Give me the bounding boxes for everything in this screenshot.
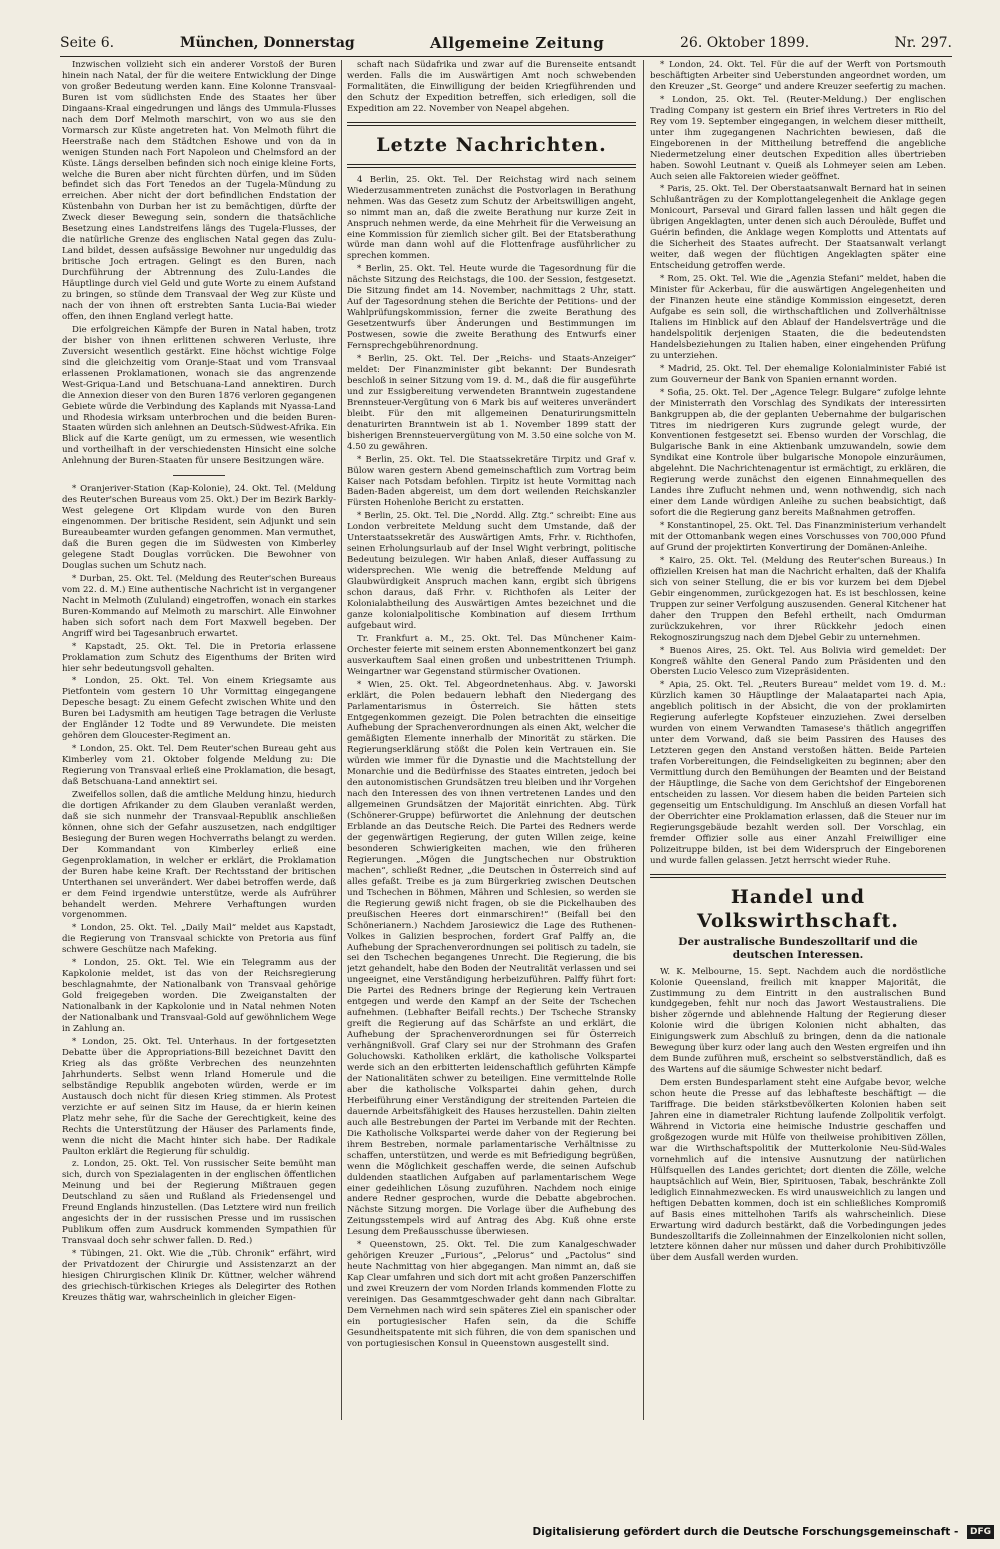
dispatch: * Sofia, 25. Okt. Tel. Der „Agence Telegr. Bulgare“ zufolge lehnte der Ministerrath den Vorschlag des Syndikats der interessirten Bankgruppen ab, die der geplanten Uebernahme der bulgarischen Titres im niedrigeren Kurs zugrunde gelegt wurde, der Konventionen festgesetzt sei. Ebenso wurden der Vorschlag, die Bulgarische Bank in eine Aktienbank umzuwandeln, sowie dem Syndikat eine Kontrole über bulgarische Monopole einzuräumen, abgelehnt. Die Nachrichtenagentur ist ermächtigt, zu erklären, die Regierung werde zunächst den eigenen Einnahmequellen des Landes ihre Zuflucht nehmen und, wenn nothwendig, sich nach einer dem Lande würdigen Anleihe zu suchen beabsichtigt, daß sofort die die Regierung ganz bereits Maßnahmen getroffen. — [650, 387, 946, 519]
column-rule — [643, 60, 644, 1420]
dispatch: * Queenstown, 25. Okt. Tel. Die zum Kanalgeschwader gehörigen Kreuzer „Furious“, „Pelorus“ und „Pactolus“ sind heute Nachmittag von hier abgegangen. Man nimmt an, daß sie Kap Clear umfahren und sich dort mit acht großen Panzerschiffen und zwei Kreuzern der vom Norden Irlands kommenden Flotte zu vereinigen. Das Gesammtgeschwader geht dann nach Gibraltar. Dem Vernehmen nach wird sein späteres Ziel ein spanischer oder ein portugiesischer Hafen sein, da die Schiffe Gesundheitspatente mit sich führen, die von dem spanischen und von portugiesischen Konsul in Queenstown ausgestellt sind. — [347, 1240, 636, 1349]
dispatch: * Apia, 25. Okt. Tel. „Reuters Bureau“ meldet vom 19. d. M.: Kürzlich kamen 30 Häuptlinge der Malaatapartei nach Apia, angeblich politisch in der Absicht, die von der proklamirten Regierung auferlegte Kopfsteuer einzuziehen. Zwei derselben wurden von einem Verwandten Tamasese's thätlich angegriffen unter dem Vorwand, daß sie beim Passiren des Hauses des Letzteren gegen den Anstand verstoßen hätten. Beide Parteien trafen Vorbereitungen, die Feindseligkeiten zu beginnen; aber den Vermittlung durch den Bemühungen der Beamten und der Beistand der Häuptlinge, die Sache von dem Gerichtshof der Eingeborenen entscheiden zu lassen. Vor diesem haben die beiden Parteien sich gegenseitig um Entschuldigung. Im Anschluß an diesen Vorfall hat der Oberrichter eine Proklamation erlassen, daß die Steuer nur im Regierungsgebäude bezahlt werden soll. Der Vorschlag, ein fremder Offizier solle aus einer Anzahl Freiwilliger eine Polizeitruppe bilden, ist bei dem Widerspruch der Eingeborenen und wurde fallen gelassen. Jetzt herrscht wieder Ruhe. — [650, 680, 946, 866]
column-3 — [650, 60, 946, 1420]
dispatch: * Berlin, 25. Okt. Tel. Die „Nordd. Allg. Ztg.“ schreibt: Eine aus London verbreitete Meldung sucht dem Umstande, daß der Unterstaatssekretär des Auswärtigen Amts, Frhr. v. Richthofen, seinen Erholungsurlaub auf der Insel Wight verbringt, politische Bedeutung beizulegen. Wir haben Anlaß, dieser Auffassung zu widersprechen. Wie wenig die betreffende Meldung auf Glaubwürdigkeit Anspruch machen kann, ergibt sich übrigens schon daraus, daß Frhr. v. Richthofen als Leiter der Kolonialabtheilung des Auswärtigen Amtes bezeichnet und die ganze kolonialpolitische Kombination auf diesem Irrthum aufgebaut wird. — [347, 511, 636, 631]
dispatch: Zweifellos sollen, daß die amtliche Meldung hinzu, hiedurch die dortigen Afrikander zu dem Glauben veranlaßt werden, daß sie sich nunmehr der Transvaal-Republik anschließen können, ohne sich der Gefahr auszusetzen, nach endgiltiger Besiegung der Buren wegen Hochverraths belangt zu werden. Der Kommandant von Kimberley erließ eine Gegenproklamation, in welcher er erklärt, die Proklamation der Buren habe keine Kraft. Der Rechtsstand der britischen Unterthanen sei unverändert. Wer dabei betroffen werde, daß er dem Feind irgendwie unterstütze, werde als Aufrührer behandelt werden. Mehrere Verhaftungen wurden vorgenommen. — [62, 790, 336, 921]
article-paragraph: Die erfolgreichen Kämpfe der Buren in Natal haben, trotz der bisher von ihnen erlittenen schweren Verluste, ihre Zuversicht wesentlich gestärkt. Eine höchst wichtige Folge sind die gleichzeitig vom Oranje-Staat und vom Transvaal erlassenen Proklamationen, wonach sie das angrenzende West-Griqua-Land und Betschuana-Land annektiren. Durch die Annexion dieser von den Buren 1876 verloren gegangenen Gebiete würde die Verbindung des Kaplands mit Nyassa-Land und Rhodesia wirksam unterbrochen und die beiden Buren-Staaten würden sich anlehnen an Deutsch-Südwest-Afrika. Ein Blick auf die Karte genügt, um zu ermessen, wie wesentlich und vortheilhaft in der verschiedensten Hinsicht eine solche Anlehnung der Buren-Staaten für unsere Besitzungen wäre. — [62, 324, 336, 467]
column-rule — [341, 60, 342, 1420]
dispatch: * Kapstadt, 25. Okt. Tel. Die in Pretoria erlassene Proklamation zum Schutz des Eigenthums der Briten wird hier sehr bedeutungsvoll gehalten. — [62, 641, 336, 674]
dispatch: * London, 25. Okt. Tel. Wie ein Telegramm aus der Kapkolonie meldet, ist das von der Reichsregierung beschlagnahmte, der Nationalbank von Transvaal gehörige Gold freigegeben worden. Die Zweiganstalten der Nationalbank in der Kapkolonie und in Natal nehmen Noten der Nationalbank und Transvaal-Gold auf gewöhnlichem Wege in Zahlung an. — [62, 958, 336, 1035]
dispatch: * London, 25. Okt. Tel. Dem Reuter'schen Bureau geht aus Kimberley vom 21. Oktober folgende Meldung zu: Die Regierung von Transvaal erließ eine Proklamation, die besagt, daß Betschuana-Land annektirt sei. — [62, 744, 336, 788]
dispatch: * Oranjeriver-Station (Kap-Kolonie), 24. Okt. Tel. (Meldung des Reuter'schen Bureaus vom 25. Okt.) Der im Bezirk Barkly-West gelegene Ort Klipdam wurde von den Buren eingenommen. Der britische Resident, sein Adjunkt und sein Bureaubeamter wurden gefangen genommen. Man vermuthet, daß die Buren gegen die im Südwesten von Kimberley gelegene Stadt Douglas vorrücken. Die Bewohner von Douglas suchen um Schutz nach. — [62, 484, 336, 571]
dispatch: * Wien, 25. Okt. Tel. Abgeordnetenhaus. Abg. v. Jaworski erklärt, die Polen bedauern lebhaft den Niedergang des Parlamentarismus in Österreich. Sie hätten stets Entgegenkommen gezeigt. Die Polen betrachten die einseitige Aufhebung der Sprachenverordnungen als einen Akt, welcher die gemäßigten Elemente innerhalb der Minorität zu stärken. Die Regierungserklärung stößt die Polen kein Vertrauen ein. Sie würden wie immer für die Dynastie und die Machtstellung der Monarchie und die Bedürfnisse des Staates eintreten, jedoch bei den autonomistischen Grundsätzen treu bleiben und ihr Vorgehen nach den Interessen des von ihnen vertretenen Landes und den allgemeinen Grundsätzen der Majorität einrichten. Abg. Türk (Schönerer-Gruppe) befürwortet die Anlehnung der deutschen Erblande an das Deutsche Reich. Die Partei des Redners werde der gegenwärtigen Regierung, der guten Willen zeige, keine besonderen Schwierigkeiten machen, wie den früheren Regierungen. „Mögen die Jungtschechen nur Obstruktion machen“, schließt Redner, „die Deutschen in Österreich sind auf alles gefaßt. Treibe es ja zum Bürgerkrieg zwischen Deutschen und Tschechen in Böhmen, Mähren und Schlesien, so werden sie die Regierung gewiß nicht fragen, ob sie die Pickelhauben des preußischen Heeres dort einmarschiren!“ (Beifall bei den Schönerianern.) Nachdem Jarosiewicz die Lage des Ruthenen-Volkes in Galizien besprochen, fordert Graf Palffy an, die Aufhebung der Sprachenverordnungen sei politisch zu tadeln, sie sei den Tschechen begangenes Unrecht. Die Regierung, die bis jetzt gehandelt, habe den Boden der Neutralität verlassen und sei ungeeignet, eine Verständigung herbeizuführen. Palffy führt fort: Die Partei des Redners bringe der Regierung kein Vertrauen entgegen und werde den Kampf an der Seite der Tschechen aufnehmen. (Lebhafter Beifall rechts.) Der Tscheche Stransky greift die Regierung auf das Schärfste an und erklärt, die Aufhebung der Sprachenverordnungen sei für Österreich verhängnißvoll. Graf Clary sei nur der Strohmann des Grafen Goluchowski. Katholiken erklärt, die katholische Volkspartei werde sich an den erbitterten leidenschaftlich geführten Kämpfe der Nationalitäten schwer zu beteiligen. Eine vermittelnde Rolle aber die katholische Volkspartei dahin gehen, durch Herbeiführung einer Verständigung der streitenden Parteien die dauernde Arbeitsfähigkeit des Hauses herzustellen. Dahin zielten auch alle Bestrebungen der Partei im Verbande mit der Rechten. Die Katholische Volkspartei werde daher von der Regierung bei ihrem Bestreben, normale parlamentarische Verhältnisse zu schaffen, unterstützen, und werde es mit Befriedigung begrüßen, wenn die Möglichkeit geschaffen werde, die seinen Aufschub duldenden staatlichen Aufgaben auf parlamentarischem Wege einer gedeihlichen Lösung zuzuführen. Nachdem noch einige andere Redner gesprochen, wurde die Debatte abgebrochen. Nächste Sitzung morgen. Die Vorlage über die Aufhebung des Zeitungsstempels wird auf Antrag des Abg. Kuß ohne erste Lesung dem Preßausschusse überwiesen. — [347, 679, 636, 1238]
article-paragraph: Dem ersten Bundesparlament steht eine Aufgabe bevor, welche schon heute die Presse auf das lebhafteste beschäftigt — die Tariffrage. Die beiden stärkstbevölkerten Kolonien haben seit Jahren eine in diametraler Richtung laufende Zollpolitik verfolgt. Während in Victoria eine heimische Industrie geschaffen und großgezogen wurde mit Hülfe von theilweise prohibitiven Zöllen, war die Wirthschaftspolitik der Mutterkolonie Neu-Süd-Wales vornehmlich auf die intensive Ausnutzung der natürlichen Hülfsquellen des Landes gerichtet; dort dienten die Zölle, welche hauptsächlich auf Wein, Bier, Spirituosen, Tabak, beschränkte Zoll lediglich Einnahmezwecken. Es wird unausweichlich zu langen und heftigen Debatten kommen, doch ist ein schließliches Kompromiß auf Basis eines mittelhohen Tarifs als wahrscheinlich. Diese Erwartung wird dadurch bestärkt, daß die Vorbedingungen jedes Bundeszolltarifs die Zolleinnahmen der Einzelkolonien nicht sollen, letztere können daher nur müssen und daher durch Prohibitivzölle über dem Ausfall werden wurden. — [650, 1078, 946, 1264]
dispatch: * London, 24. Okt. Tel. Für die auf der Werft von Portsmouth beschäftigten Arbeiter sind Ueberstunden angeordnet worden, um den Kreuzer „St. George“ und andere Kreuzer seefertig zu machen. — [650, 60, 946, 92]
column-1 — [62, 60, 336, 1420]
page-number: Seite 6. — [60, 35, 115, 51]
dispatch: * Berlin, 25. Okt. Tel. Die Staatssekretäre Tirpitz und Graf v. Bülow waren gestern Abend gemeinschaftlich zum Vortrag beim Kaiser nach Potsdam befohlen. Tirpitz ist heute Vormittag nach Baden-Baden abgereist, um dem dort weilenden Reichskanzler Fürsten Hohenlohe Bericht zu erstatten. — [347, 454, 636, 509]
dispatch: * Kairo, 25. Okt. Tel. (Meldung des Reuter'schen Bureaus.) In offiziellen Kreisen hat man die Nachricht erhalten, daß der Khalifa sich von seiner Stellung, die er bis vor kurzem bei dem Djebel Gebir eingenommen, zurückgezogen hat. Es ist beschlossen, keine Truppen zur seiner Verfolgung auszusenden. General Kitchener hat daher den Truppen den Befehl ertheilt, nach Omdurman zurückzukehren, vor ihrer Rückkehr jedoch einen Rekognoszirungszug nach dem Djebel Gebir zu unternehmen. — [650, 555, 946, 643]
dispatch: * London, 25. Okt. Tel. „Daily Mail“ meldet aus Kapstadt, die Regierung von Transvaal schickte von Pretoria aus fünf schwere Geschütze nach Mafeking. — [62, 923, 336, 956]
dispatch: * Tübingen, 21. Okt. Wie die „Tüb. Chronik“ erfährt, wird der Privatdozent der Chirurgie und Assistenzarzt an der hiesigen Chirurgischen Klinik Dr. Küttner, welcher während des griechisch-türkischen Krieges als Delegirter des Rothen Kreuzes thätig war, wahrscheinlich in gleicher Eigen- — [62, 1249, 336, 1303]
newspaper-title: Allgemeine Zeitung — [430, 34, 605, 52]
dispatch: * Berlin, 25. Okt. Tel. Der „Reichs- und Staats-Anzeiger“ meldet: Der Finanzminister gibt bekannt: Der Bundesrath beschloß in seiner Sitzung vom 19. d. M., daß die für ausgeführte und zur Essigbereitung verwendeten Branntwein zugestandene Brennsteuer-Vergütung von 6 Mark bis auf weiteres unverändert bleibt. Für den mit allgemeinen Denaturirungsmitteln denaturirten Branntwein ist ab 1. November 1899 statt der bisherigen Brennsteuervergütung von M. 3.50 eine solche von M. 4.50 zu gewähren. — [347, 354, 636, 452]
section-heading: Handel und Volkswirthschaft. — [697, 885, 899, 932]
dispatch: * Berlin, 25. Okt. Tel. Heute wurde die Tagesordnung für die nächste Sitzung des Reichstags, die 100. der Session, festgesetzt. Die Sitzung findet am 14. November, nachmittags 2 Uhr, statt. Auf der Tagesordnung stehen die Berichte der Petitions- und der Wahlprüfungskommission, ferner die zweite Berathung des Gesetzentwurfs über Änderungen und Bestimmungen im Postwesen, sowie die zweite Berathung des Entwurfs einer Fernsprechgebührenordnung. — [347, 264, 636, 352]
separator — [173, 475, 225, 476]
digitization-credit — [533, 1521, 994, 1543]
dispatch: * London, 25. Okt. Tel. Von einem Kriegsamte aus Pietfontein vom gestern 10 Uhr Vormittag eingegangene Depesche besagt: Zu einem Gefecht zwischen White und den Buren bei Ladysmith am heutigen Tage betragen die Verluste der Engländer 12 Todte und 89 Verwundete. Die meisten gehören dem Gloucester-Regiment an. — [62, 676, 336, 742]
dispatch: * Rom, 25. Okt. Tel. Wie die „Agenzia Stefani“ meldet, haben die Minister für Ackerbau, für die auswärtigen Angelegenheiten und der Finanzen heute eine ständige Kommission eingesetzt, deren Aufgabe es sein soll, die wirthschaftlichen und Zollverhältnisse Italiens im Hinblick auf den Ablauf der Handelsverträge und die handelspolitik derjenigen Staaten, die die bedeutendsten Handelsbeziehungen zu Italien haben, einer eingehenden Prüfung zu unterziehen. — [650, 274, 946, 361]
dispatch: Tr. Frankfurt a. M., 25. Okt. Tel. Das Münchener Kaim-Orchester feierte mit seinem ersten Abonnementkonzert bei ganz ausverkauftem Saal einen großen und unbestrittenen Triumph. Weingartner war Gegenstand stürmischer Ovationen. — [347, 633, 636, 677]
dfg-logo-icon: DFG — [967, 1525, 994, 1539]
dispatch: * London, 25. Okt. Tel. Unterhaus. In der fortgesetzten Debatte über die Appropriations-Bill bezeichnet Davitt den Krieg als das größte Verbrechen des neunzehnten Jahrhunderts. Selbst wenn Irland Homerule und die selbständige Republik angeboten würden, werde er im Austausch doch nicht für diesen Krieg stimmen. Als Protest verzichte er auf seinen Sitz im Hause, da er hierin keinen Platz mehr sehe, für die Sache der Gerechtigkeit, keine des Rechts die Unterstützung der Häuser des Parlaments finde, wenn die nicht die Macht hinter sich habe. Der Radikale Paulton erklärt die Regierung für schuldig. — [62, 1036, 336, 1157]
article-continuation: schaft nach Südafrika und zwar auf die Burenseite entsandt werden. Falls die im Auswärtigen Amt noch schwebenden Formalitäten, die Einwilligung der beiden Kriegführenden und den Schutz der Expedition betreffen, sich erledigen, soll die Expedition am 22. November von Neapel abgehen. — [347, 60, 636, 114]
article-paragraph: W. K. Melbourne, 15. Sept. Nachdem auch die nordöstliche Kolonie Queensland, freilich mit knapper Majorität, die Zustimmung zu dem Eintritt in den australischen Bund kundgegeben, fehlt nur noch das Jawort Westaustraliens. Die bisher zögernde und ablehnende Haltung der Regierung dieser Kolonie wird die übrigen Kolonien nicht abhalten, das Einigungswerk zum Abschluß zu bringen, denn da die nationale Bewegung über kurz oder lang auch den Westen ergreifen und ihn dem Bunde zuführen muß, erscheint so selbstverständlich, daß es des Wartens auf die säumige Schwester nicht bedarf. — [650, 966, 946, 1076]
dispatch: * Paris, 25. Okt. Tel. Der Oberstaatsanwalt Bernard hat in seinen Schlußanträgen zu der Komplottangelegenheit die Anklage gegen Monicourt, Parseval und Girard fallen lassen und hält gegen die übrigen Angeklagten, unter denen sich auch Déroulède, Buffet und Guérin befinden, die Anklage wegen Komplotts und Attentats auf die Sicherheit des Staates aufrecht. Der Staatsanwalt verlangt weiter, daß wegen der flüchtigen Angeklagten später eine Entscheidung getroffen werde. — [650, 184, 946, 272]
section-heading: Letzte Nachrichten. — [376, 133, 607, 156]
article-headline: Der australische Bundeszolltarif und die deutschen Interessen. — [678, 935, 918, 961]
dispatch: 4 Berlin, 25. Okt. Tel. Der Reichstag wird nach seinem Wiederzusammentreten zunächst die Postvorlagen in Berathung nehmen. Was das Gesetz zum Schutz der Arbeitswilligen angeht, so nimmt man an, daß die zweite Berathung nur kurze Zeit in Anspruch nehmen werde, da eine Mehrheit für die Verweisung an eine Kommission für ziemlich sicher gilt. Bei der Etatsberathung würde man dann wohl auf die Flottenfrage ausführlicher zu sprechen kommen. — [347, 174, 636, 262]
issue-number: Nr. 297. — [894, 35, 952, 51]
credit-text: Digitalisierung gefördert durch die Deutsche Forschungsgemeinschaft - — [532, 1526, 959, 1538]
article-paragraph: Inzwischen vollzieht sich ein anderer Vorstoß der Buren hinein nach Natal, der für die weitere Entwicklung der Dinge von großer Bedeutung werden kann. Eine Kolonne Transvaal-Buren ist vom südlichsten Ende des Staates her über Dingaans-Kraal eingedrungen und längs des Ummula-Flusses nach dem Dorf Melmoth marschirt, von wo aus sie den Vormarsch zur Küste angetreten hat. Von Melmoth führt die Heerstraße nach dem Städtchen Eshowe und von da in wenigen Stunden nach Fort Napoleon und Chelmsford an der Küste. Längs derselben befinden sich noch einige kleine Forts, welche die Buren aber nicht fürchten dürfen, und im Süden befindet sich das Fort Tenedos an der Tugela-Mündung zu erreichen. Aber nicht der dort befindlichen Endstation der Küstenbahn von Durban her ist zu bemächtigen, dürfte der Zweck dieser Bewegung sein, sondern die thatsächliche Besetzung eines Landstreifens längs des Tugela-Flusses, der die natürliche Grenze des englischen Natal gegen das Zulu-Land bildet, dessen aufsässige Bewohner nur ungeduldig das britische Joch ertragen. Gelingt es den Buren, nach Durchführung der Abtrennung des Zulu-Landes die Häuptlinge durch viel Geld und gute Worte zu einem Aufstand zu bringen, so stünde dem Transvaal der Weg zur Küste und nach der von ihnen oft erstrebten Santa Lucia-Bai wieder offen, den ihnen England verlegt hatte. — [62, 60, 336, 322]
column-2 — [347, 60, 636, 1420]
issue-date: 26. Oktober 1899. — [680, 35, 810, 51]
double-rule — [347, 122, 636, 126]
dispatch: * Madrid, 25. Okt. Tel. Der ehemalige Kolonialminister Fabié ist zum Gouverneur der Bank von Spanien ernannt worden. — [650, 363, 946, 385]
dispatch: * Buenos Aires, 25. Okt. Tel. Aus Bolivia wird gemeldet: Der Kongreß wählte den General Pando zum Präsidenten und den Obersten Lucio Velesco zum Vizepräsidenten. — [650, 645, 946, 678]
dispatch: * Konstantinopel, 25. Okt. Tel. Das Finanzministerium verhandelt mit der Ottomanbank wegen eines Vorschusses von 700,000 Pfund auf Grund der projektirten Konvertirung der Domänen-Anleihe. — [650, 521, 946, 553]
city-day: München, Donnerstag — [180, 35, 355, 51]
dispatch: * London, 25. Okt. Tel. (Reuter-Meldung.) Der englischen Trading Company ist gestern ein Brief ihres Vertreters in Rio del Rey vom 19. September eingegangen, in welchem dieser mittheilt, unter ihm zugegangenen Nachrichten bewiesen, daß die Eingeborenen in der Mittheilung betreffend die angebliche Niedermetzelung einer deutschen Expedition alles übertrieben haben. Sowohl Leutnant v. Queiß als Lohmeyer seien am Leben. Auch seien alle Faktoreien wieder geöffnet. — [650, 94, 946, 182]
dispatch: * Durban, 25. Okt. Tel. (Meldung des Reuter'schen Bureaus vom 22. d. M.) Eine authentische Nachricht ist in vergangener Nacht in Melmoth (Zululand) eingetroffen, wonach ein starkes Buren-Kommando auf Melmoth zu marschirt. Alle Einwohner haben sich sofort nach dem Fort Maxwell begeben. Der Angriff wird bei Tagesanbruch erwartet. — [62, 573, 336, 639]
double-rule — [347, 164, 636, 168]
double-rule — [650, 874, 946, 878]
dispatch: z. London, 25. Okt. Tel. Von russischer Seite bemüht man sich, durch von Spezialagenten in der englischen öffentlichen Meinung und bei der Regierung Mißtrauen gegen Deutschland zu säen und Rußland als Friedensengel und Freund Englands hinzustellen. (Das Letztere wird nun freilich angesichts der in der russischen Presse und im russischen Publikum offen zum Ausdruck kommenden Sympathien für Transvaal doch sehr schwer fallen. D. Red.) — [62, 1159, 336, 1247]
page-header — [60, 30, 952, 57]
